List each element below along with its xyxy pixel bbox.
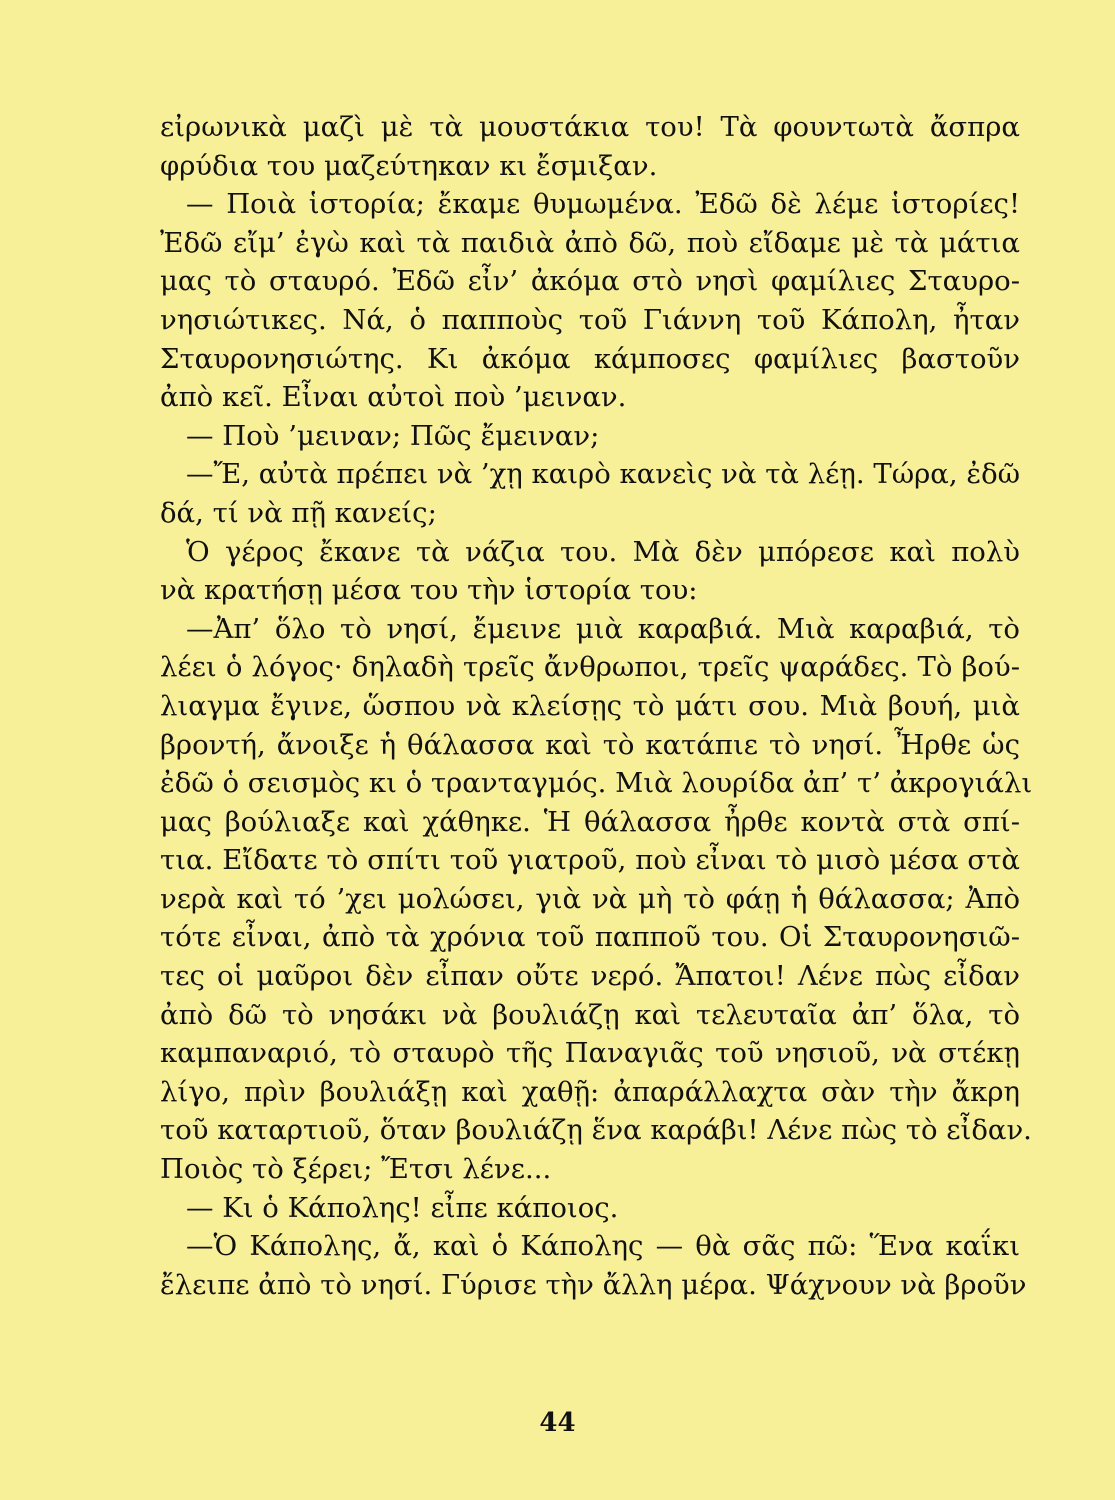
text-line: —Ἀπ’ ὅλο τὸ νησί, ἔμεινε μιὰ καραβιά. Μιὰ καραβιά, τὸ [186, 612, 1020, 645]
text-line: ἀπὸ κεῖ. Εἶναι αὐτοὶ ποὺ ’μειναν. [160, 381, 627, 414]
text-line: τια. Εἴδατε τὸ σπίτι τοῦ γιατροῦ, ποὺ εἶναι τὸ μισὸ μέσα στὰ [160, 844, 1020, 877]
text-line: ἔλειπε ἀπὸ τὸ νησί. Γύρισε τὴν ἄλλη μέρα. Ψάχνουν νὰ βροῦν [160, 1268, 1027, 1301]
text-line: Σταυρονησιώτης. Κι ἀκόμα κάμποσες φαμίλιες βαστοῦν [160, 342, 1020, 375]
text-line: Ὁ γέρος ἔκανε τὰ νάζια του. Μὰ δὲν μπόρεσε καὶ πολὺ [186, 535, 1020, 568]
text-line: βροντή, ἄνοιξε ἡ θάλασσα καὶ τὸ κατάπιε τὸ νησί. Ἦρθε ὡς [160, 728, 1020, 761]
text-line: τότε εἶναι, ἀπὸ τὰ χρόνια τοῦ παπποῦ του. Οἱ Σταυρονησιῶ- [160, 921, 1020, 954]
text-line: — Κι ὁ Κάπολης! εἶπε κάποιος. [186, 1191, 619, 1224]
text-line: νερὰ καὶ τό ’χει μολώσει, γιὰ νὰ μὴ τὸ φάῃ ἡ θάλασσα; Ἀπὸ [160, 882, 1020, 915]
text-line: ἐδῶ ὁ σεισμὸς κι ὁ τρανταγμός. Μιὰ λουρίδα ἀπ’ τ’ ἀκρογιάλι [160, 767, 1033, 800]
text-line: νησιώτικες. Νά, ὁ παπποὺς τοῦ Γιάννη τοῦ Κάπολη, ἦταν [160, 303, 1020, 336]
text-line: λιαγμα ἔγινε, ὥσπου νὰ κλείσῃς τὸ μάτι σου. Μιὰ βουή, μιὰ [160, 689, 1020, 722]
text-line: λέει ὁ λόγος· δηλαδὴ τρεῖς ἄνθρωποι, τρεῖς ψαράδες. Τὸ βού- [160, 651, 1020, 684]
text-line: — Ποὺ ’μειναν; Πῶς ἔμειναν; [186, 419, 600, 452]
text-line: —Ὁ Κάπολης, ἄ, καὶ ὁ Κάπολης — θὰ σᾶς πῶ: Ἕνα καΐκι [186, 1230, 1020, 1263]
text-line: ἀπὸ δῶ τὸ νησάκι νὰ βουλιάζῃ καὶ τελευταῖα ἀπ’ ὅλα, τὸ [160, 998, 1020, 1031]
text-line: εἰρωνικὰ μαζὶ μὲ τὰ μουστάκια του! Τὰ φουντωτὰ ἄσπρα [160, 111, 1020, 143]
text-line: τοῦ καταρτιοῦ, ὅταν βουλιάζῃ ἕνα καράβι! Λένε πὼς τὸ εἶδαν. [160, 1114, 1032, 1147]
text-line: φρύδια του μαζεύτηκαν κι ἔσμιξαν. [160, 149, 658, 182]
text-line: καμπαναριό, τὸ σταυρὸ τῆς Παναγιᾶς τοῦ νησιοῦ, νὰ στέκῃ [160, 1037, 1020, 1070]
text-line: —Ἔ, αὐτὰ πρέπει νὰ ’χῃ καιρὸ κανεὶς νὰ τὰ λέῃ. Τώρα, ἐδῶ [186, 458, 1021, 491]
page-number: 44 [539, 1408, 576, 1438]
page-body-text [160, 108, 1033, 1304]
text-line: — Ποιὰ ἱστορία; ἔκαμε θυμωμένα. Ἐδῶ δὲ λέμε ἱστορίες! [186, 188, 1020, 221]
text-line: τες οἱ μαῦροι δὲν εἶπαν οὔτε νερό. Ἄπατοι! Λένε πὼς εἶδαν [160, 960, 1020, 993]
text-line: δά, τί νὰ πῇ κανείς; [160, 496, 437, 529]
text-line: λίγο, πρὶν βουλιάξῃ καὶ χαθῇ: ἀπαράλλαχτα σὰν τὴν ἄκρη [160, 1075, 1020, 1108]
text-line: μας τὸ σταυρό. Ἐδῶ εἶν’ ἀκόμα στὸ νησὶ φαμίλιες Σταυρο- [160, 265, 1020, 298]
text-line: μας βούλιαξε καὶ χάθηκε. Ἡ θάλασσα ἦρθε κοντὰ στὰ σπί- [160, 805, 1020, 838]
text-line: Ποιὸς τὸ ξέρει; Ἔτσι λένε... [160, 1153, 552, 1186]
text-line: Ἐδῶ εἴμ’ ἐγὼ καὶ τὰ παιδιὰ ἀπὸ δῶ, ποὺ εἴδαμε μὲ τὰ μάτια [160, 226, 1020, 259]
text-line: νὰ κρατήσῃ μέσα του τὴν ἱστορία του: [160, 574, 698, 607]
